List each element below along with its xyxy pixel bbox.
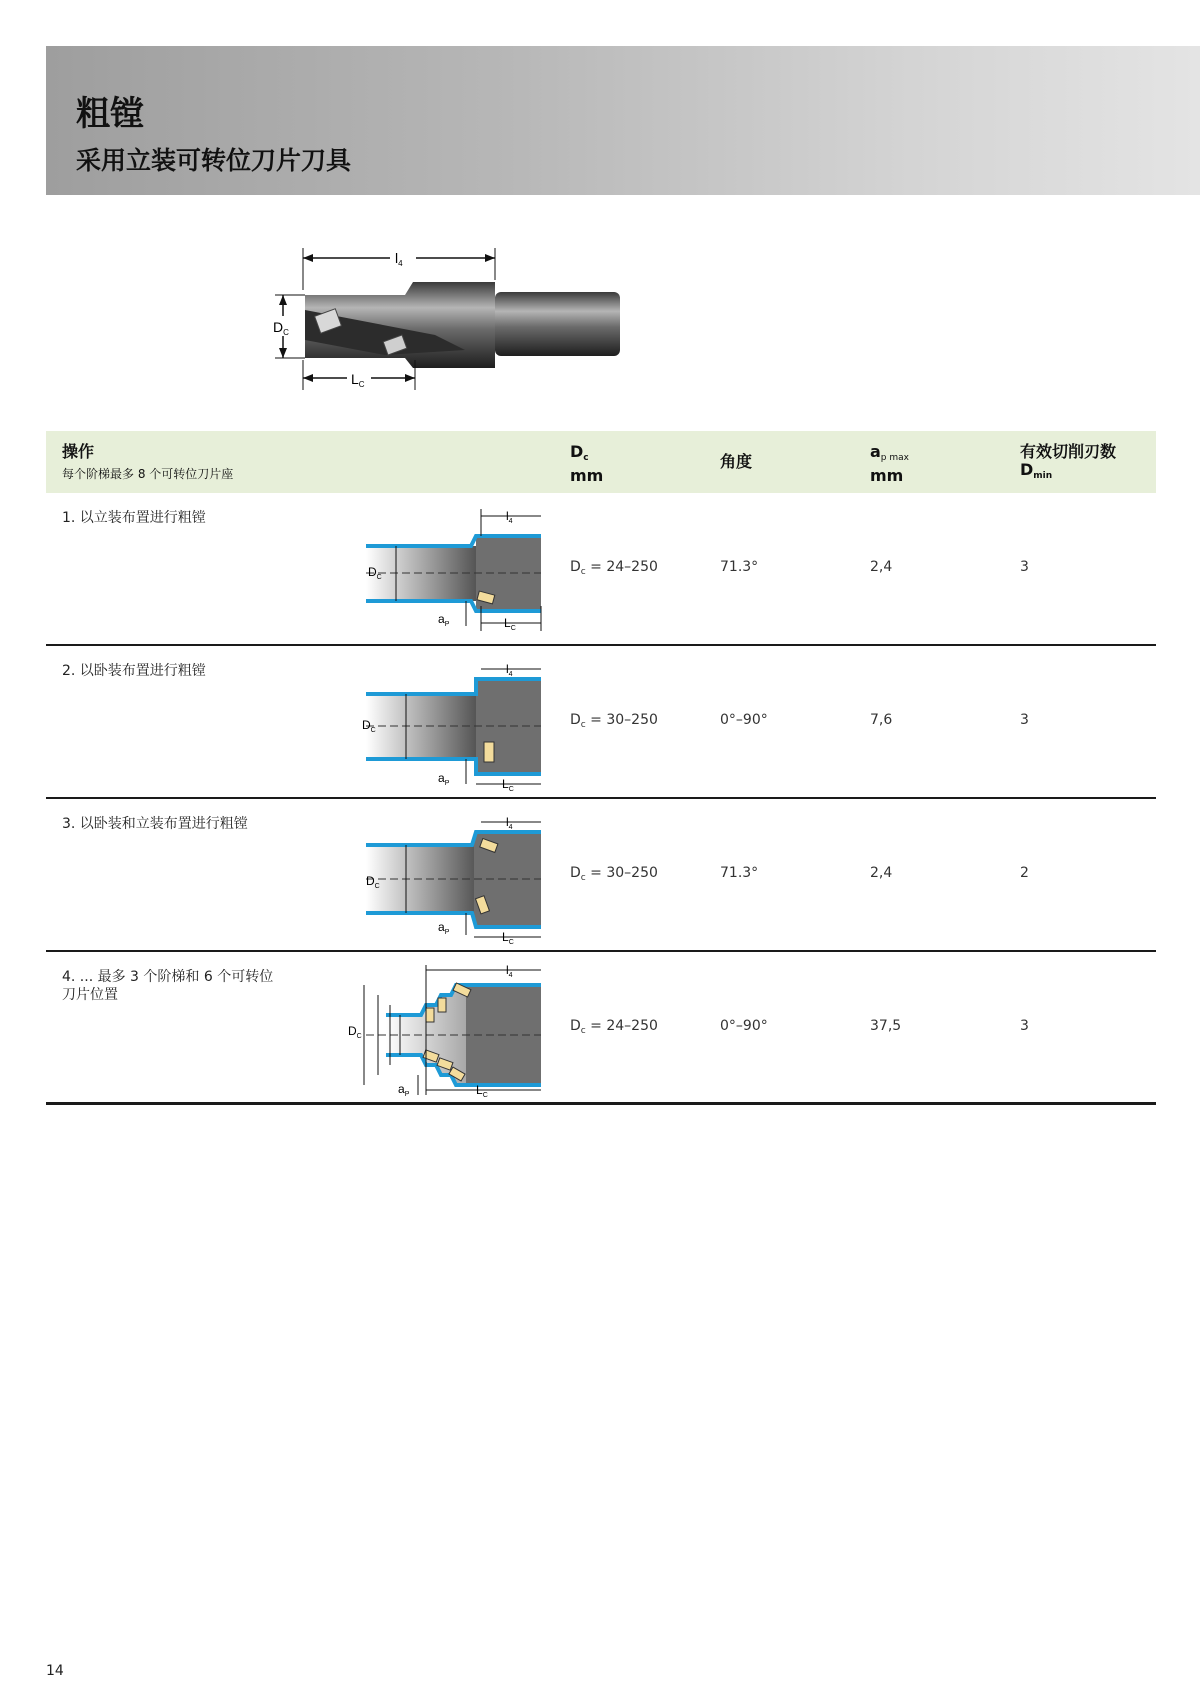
row-1-diagram (326, 501, 581, 641)
ap-value: 2,4 (870, 559, 893, 575)
hero-lc-label: $L_C$ (351, 371, 365, 389)
dc-range: $D_c = 30-250$ (570, 865, 658, 883)
header-dc: $D_c$ mm (570, 442, 604, 485)
edges-value: 3 (1020, 1018, 1029, 1034)
boring-tool-illustration (265, 240, 655, 410)
lc-symbol: $L_C$ (476, 1083, 488, 1099)
angle-value: 71.3° (720, 559, 759, 575)
page-number: 14 (46, 1663, 64, 1679)
hero-l4-label: $l_4$ (395, 250, 403, 268)
lc-symbol: $L_C$ (502, 930, 514, 946)
ap-value: 37,5 (870, 1018, 902, 1034)
ap-symbol: $a_P$ (438, 771, 450, 787)
row-label: 1. 以立装布置进行粗镗 (62, 510, 206, 526)
ap-value: 7,6 (870, 712, 893, 728)
page-title: 粗镗 (76, 94, 144, 134)
angle-value: 0°–90° (720, 712, 768, 728)
dc-range: $D_c = 24-250$ (570, 1018, 658, 1036)
ap-symbol: $a_P$ (438, 920, 450, 936)
table-row (46, 646, 1156, 799)
l4-symbol: $l_4$ (506, 509, 513, 525)
l4-symbol: $l_4$ (506, 662, 513, 678)
l4-symbol: $l_4$ (506, 963, 513, 979)
header-banner (46, 46, 1200, 195)
table-header (46, 431, 1156, 493)
lc-symbol: $L_C$ (502, 777, 514, 793)
edges-value: 2 (1020, 865, 1029, 881)
table-row (46, 493, 1156, 646)
row-3-diagram (326, 807, 581, 947)
table-row (46, 952, 1156, 1105)
header-edges: 有效切削刃数 $D_{min}$ (1020, 442, 1117, 481)
dc-range: $D_c = 30-250$ (570, 712, 658, 730)
dc-symbol: $D_C$ (362, 718, 376, 734)
angle-value: 71.3° (720, 865, 759, 881)
ap-symbol: $a_P$ (438, 612, 450, 628)
hero-dc-label: $D_C$ (273, 319, 289, 337)
row-4-diagram (326, 960, 581, 1100)
ap-symbol: $a_P$ (398, 1082, 410, 1098)
header-operation-note: 每个阶梯最多 8 个可转位刀片座 (62, 467, 234, 481)
dc-symbol: $D_C$ (348, 1024, 362, 1040)
table-bottom-rule (46, 1102, 1156, 1105)
row-label: 4. ... 最多 3 个阶梯和 6 个可转位刀片位置 (62, 969, 274, 1003)
dc-symbol: $D_C$ (366, 874, 380, 890)
l4-symbol: $l_4$ (506, 815, 513, 831)
table-row (46, 799, 1156, 952)
lc-symbol: $L_C$ (504, 616, 516, 632)
edges-value: 3 (1020, 559, 1029, 575)
row-2-diagram (326, 654, 581, 794)
dc-symbol: $D_C$ (368, 565, 382, 581)
edges-value: 3 (1020, 712, 1029, 728)
ap-value: 2,4 (870, 865, 893, 881)
header-ap: $a_{p max}$ mm (870, 442, 909, 485)
angle-value: 0°–90° (720, 1018, 768, 1034)
dc-range: $D_c = 24-250$ (570, 559, 658, 577)
header-operation: 操作 每个阶梯最多 8 个可转位刀片座 (62, 442, 234, 481)
row-label: 3. 以卧装和立装布置进行粗镗 (62, 816, 248, 832)
header-angle: 角度 (720, 452, 753, 471)
page-subtitle: 采用立装可转位刀片刀具 (76, 146, 352, 175)
row-label: 2. 以卧装布置进行粗镗 (62, 663, 206, 679)
